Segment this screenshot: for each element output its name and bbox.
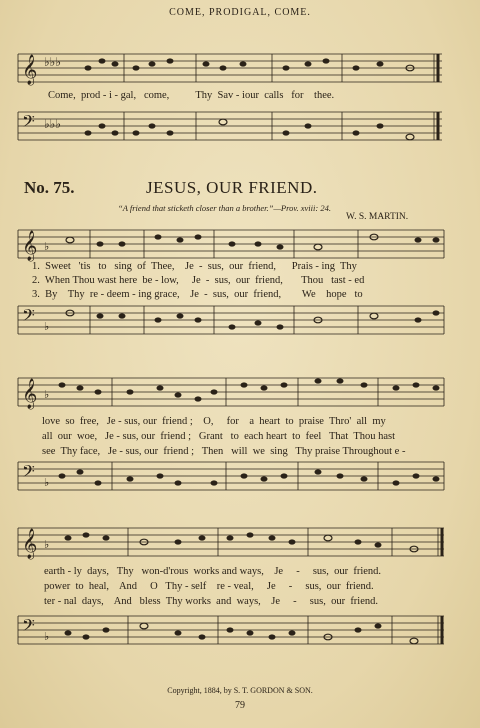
- svg-text:𝄞: 𝄞: [22, 231, 38, 260]
- system2-bass-staff: [18, 458, 448, 498]
- system1-lyric-verse3: 3. By Thy re - deem - ing grace, Je - sus, our friend, We hope to: [32, 289, 363, 300]
- svg-text:𝄞: 𝄞: [22, 379, 38, 408]
- hymn-epigraph: “A friend that sticketh closer than a brother.”—Prov. xviii: 24.: [118, 203, 331, 213]
- svg-text:♭: ♭: [44, 539, 50, 551]
- svg-text:♭: ♭: [44, 389, 50, 401]
- hymn-title: JESUS, OUR FRIEND.: [146, 178, 318, 197]
- system3-lyric-verse2: power to heal, And O Thy - self re - veal, Je - sus, our friend.: [44, 581, 374, 592]
- system2-lyric-verse1: love so free, Je - sus, our friend ; O, for a heart to praise Thro' all my: [42, 416, 386, 427]
- svg-text:𝄞: 𝄞: [22, 529, 38, 558]
- svg-text:𝄢: 𝄢: [22, 113, 35, 135]
- svg-text:♭: ♭: [44, 477, 50, 489]
- svg-text:♭♭♭: ♭♭♭: [44, 117, 61, 131]
- system3-lyric-verse1: earth - ly days, Thy won-d'rous works and ways, Je - sus, our friend.: [44, 566, 382, 577]
- system1-lyric-verse1: 1. Sweet 'tis to sing of Thee, Je - sus, our friend, Prais - ing Thy: [32, 261, 357, 272]
- svg-text:𝄢: 𝄢: [22, 617, 35, 639]
- svg-text:𝄞: 𝄞: [22, 55, 38, 84]
- prev-bass-staff: [18, 108, 446, 148]
- hymn-number: No. 75.: [24, 178, 75, 197]
- svg-text:♭♭♭: ♭♭♭: [44, 55, 61, 69]
- system2-lyric-verse2: all our woe, Je - sus, our friend ; Grant to each heart to feel That Thou hast: [42, 431, 396, 442]
- page-number: 79: [235, 700, 245, 711]
- system3-bass-staff: [18, 612, 448, 652]
- hymn-author: W. S. MARTIN.: [346, 212, 409, 222]
- prev-treble-staff: [18, 50, 446, 90]
- system2-treble-staff: [18, 374, 448, 414]
- svg-text:♭: ♭: [44, 321, 50, 333]
- svg-text:♭: ♭: [44, 241, 50, 253]
- prev-hymn-lyric: Come, prod - i - gal, come, Thy Sav - iour calls for thee.: [48, 90, 335, 101]
- svg-text:♭: ♭: [44, 631, 50, 643]
- running-title: COME, PRODIGAL, COME.: [169, 7, 311, 18]
- svg-text:𝄢: 𝄢: [22, 307, 35, 329]
- system3-lyric-verse3: ter - nal days, And bless Thy works and ways, Je - sus, our friend.: [44, 596, 379, 607]
- svg-text:𝄢: 𝄢: [22, 463, 35, 485]
- system2-lyric-verse3: see Thy face, Je - sus, our friend ; Then will we sing Thy praise Throughout e -: [42, 446, 406, 457]
- system1-bass-staff: [18, 302, 448, 342]
- system3-treble-staff: [18, 524, 448, 564]
- copyright-notice: Copyright, 1884, by S. T. GORDON & SON.: [167, 686, 313, 695]
- system1-lyric-verse2: 2. When Thou wast here be - low, Je - sus, our friend, Thou tast - ed: [32, 275, 365, 286]
- system1-treble-staff: [18, 226, 448, 266]
